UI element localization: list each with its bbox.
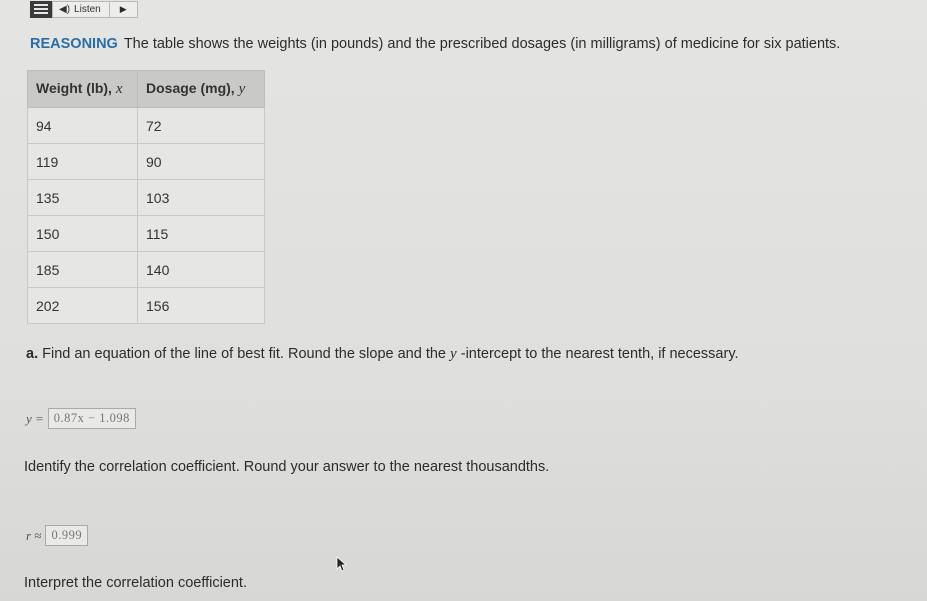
dosage-cell: 90	[138, 144, 265, 180]
mouse-cursor-icon	[336, 556, 348, 572]
equation-lhs: y =	[26, 410, 44, 426]
equation-answer-input[interactable]: 0.87x − 1.098	[48, 408, 136, 429]
play-icon: ▶	[119, 3, 127, 14]
dosage-cell: 156	[138, 288, 265, 324]
part-a-question: a. Find an equation of the line of best fit. Round the slope and the y -intercept to the nearest tenth, if necessary.	[26, 346, 739, 362]
table-row	[28, 288, 265, 324]
hamburger-icon[interactable]	[30, 1, 52, 18]
correlation-question: Identify the correlation coefficient. Round your answer to the nearest thousandths.	[24, 459, 550, 475]
table-row	[28, 180, 265, 216]
table-row	[28, 144, 265, 180]
weight-cell: 202	[28, 288, 138, 324]
weight-cell: 94	[28, 108, 138, 144]
header-dosage: Dosage (mg), y	[138, 71, 265, 108]
reasoning-label: REASONING	[30, 36, 118, 52]
weight-cell: 119	[28, 144, 138, 180]
correlation-answer-input[interactable]: 0.999	[45, 525, 88, 546]
table-row	[28, 216, 265, 252]
play-button[interactable]	[110, 1, 138, 18]
table-header-row	[28, 71, 265, 108]
speaker-icon: ◀︎)	[59, 3, 71, 15]
dosage-cell: 72	[138, 108, 265, 144]
weight-cell: 185	[28, 252, 138, 288]
dosage-cell: 140	[138, 252, 265, 288]
equation-answer-line	[26, 408, 136, 429]
correlation-answer-line	[26, 525, 88, 546]
listen-button[interactable]	[52, 1, 110, 18]
dosage-cell: 103	[138, 180, 265, 216]
correlation-lhs: r ≈	[26, 527, 42, 543]
problem-prompt	[30, 36, 840, 52]
dosage-cell: 115	[138, 216, 265, 252]
toolbar	[30, 0, 138, 18]
part-a-tag: a.	[26, 346, 39, 362]
interpret-question: Interpret the correlation coefficient.	[24, 575, 247, 591]
prompt-text: The table shows the weights (in pounds) and the prescribed dosages (in milligrams) of medicine for six patients.	[123, 36, 841, 52]
table-row	[28, 108, 265, 144]
listen-label: Listen	[74, 3, 101, 15]
data-table	[27, 70, 265, 324]
table-row	[28, 252, 265, 288]
weight-cell: 135	[28, 180, 138, 216]
weight-cell: 150	[28, 216, 138, 252]
header-weight: Weight (lb), x	[28, 71, 138, 108]
